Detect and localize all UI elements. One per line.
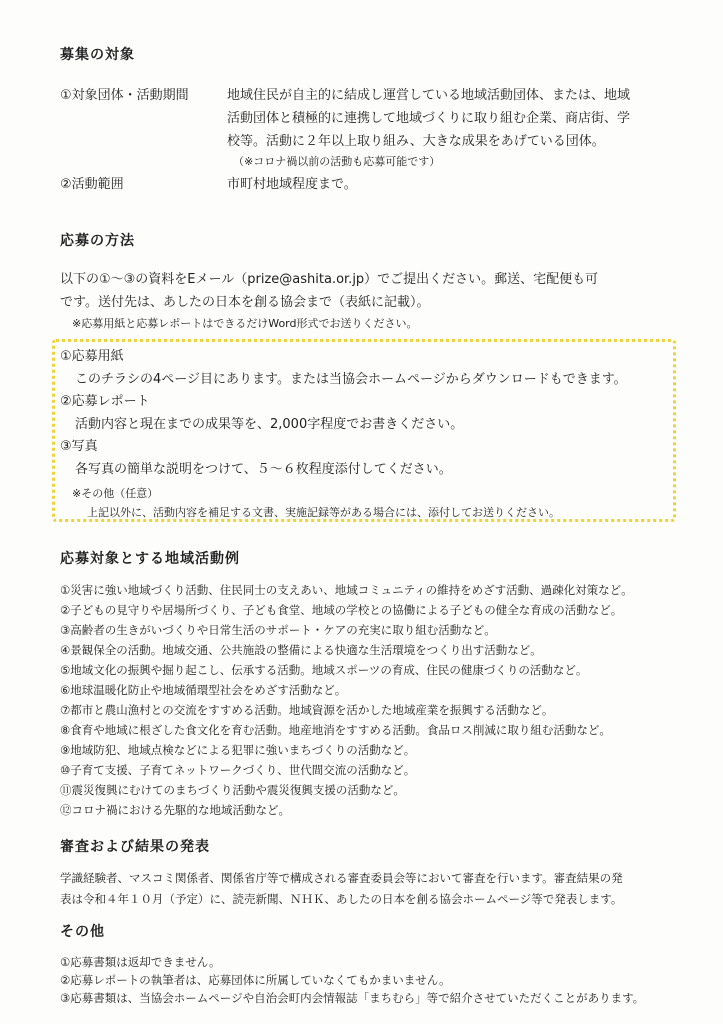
example-item: ③高齢者の生きがいづくりや日常生活のサポート・ケアの充実に取り組む活動など。 (60, 623, 496, 637)
recruit-item1-note: （※コロナ禍以前の活動も応募可能です） (233, 155, 441, 168)
doc-item-desc: 各写真の簡単な説明をつけて、５～６枚程度添付してください。 (75, 462, 452, 477)
recruit-item1-line: 校等。活動に２年以上取り組み、大きな成果をあげている団体。 (227, 134, 605, 149)
method-note: ※応募用紙と応募レポートはできるだけWord形式でお送りください。 (72, 317, 418, 330)
recruit-item1-line: 活動団体と積極的に連携して地域づくりに取り組む企業、商店街、学 (227, 111, 631, 126)
recruit-item2-text: 市町村地域程度まで。 (227, 177, 357, 192)
review-line: 表は令和４年１０月（予定）に、読売新聞、ＮＨＫ、あしたの日本を創る協会ホームページ等で発表します。 (60, 892, 623, 906)
recruit-item1-label: ①対象団体・活動期間 (60, 88, 189, 103)
section-heading-review: 審査および結果の発表 (60, 839, 210, 855)
example-item: ⑦都市と農山漁村との交流をすすめる活動。地域資源を活かした地域産業を振興する活動など。 (60, 703, 554, 717)
doc-item-desc: 活動内容と現在までの成果等を、2,000字程度でお書きください。 (75, 417, 464, 432)
example-item: ④景観保全の活動。地域交通、公共施設の整備による快適な生活環境をつくり出す活動など。 (60, 643, 542, 657)
doc-item-title: ②応募レポート (60, 394, 150, 409)
section-heading-recruit: 募集の対象 (60, 47, 135, 63)
section-heading-examples: 応募対象とする地域活動例 (60, 551, 240, 567)
doc-other-title: ※その他（任意） (72, 487, 159, 500)
doc-item-title: ①応募用紙 (60, 349, 124, 364)
recruit-item2-label: ②活動範囲 (60, 177, 124, 192)
example-item: ②子どもの見守りや居場所づくり、子ども食堂、地域の学校との協働による子どもの健全な育成の活動など。 (60, 603, 623, 617)
other-item: ①応募書類は返却できません。 (60, 955, 221, 969)
example-item: ⑨地域防犯、地域点検などによる犯罪に強いまちづくりの活動など。 (60, 743, 416, 757)
method-intro-line: です。送付先は、あしたの日本を創る協会まで（表紙に記載）。 (60, 295, 430, 310)
section-heading-other: その他 (60, 924, 105, 940)
example-item: ⑤地域文化の振興や掘り起こし、伝承する活動。地域スポーツの育成、住民の健康づくりの活動など。 (60, 663, 588, 677)
example-item: ①災害に強い地域づくり活動、住民同士の支えあい、地域コミュニティの維持をめざす活動、過疎化対策など。 (60, 583, 633, 597)
review-line: 学識経験者、マスコミ関係者、関係省庁等で構成される審査委員会等において審査を行います。審査結果の発 (60, 871, 623, 885)
other-item: ②応募レポートの執筆者は、応募団体に所属していなくてもかまいません。 (60, 973, 451, 987)
example-item: ⑧食育や地域に根ざした食文化を育む活動。地産地消をすすめる活動。食品ロス削減に取り組む活動など。 (60, 723, 611, 737)
example-item: ⑫コロナ禍における先駆的な地域活動など。 (60, 803, 290, 817)
doc-item-title: ③写真 (60, 439, 98, 454)
example-item: ⑪震災復興にむけてのまちづくり活動や震災復興支援の活動など。 (60, 783, 405, 797)
doc-other-desc: 上記以外に、活動内容を補足する文書、実施記録等がある場合には、添付してお送りください。 (87, 506, 560, 519)
section-heading-method: 応募の方法 (60, 233, 135, 249)
other-item: ③応募書類は、当協会ホームページや自治会町内会情報誌「まちむら」等で紹介させていただくことがあります。 (60, 991, 645, 1005)
recruit-item1-line: 地域住民が自主的に結成し運営している地域活動団体、または、地域 (227, 88, 631, 103)
method-intro-line: 以下の①～③の資料をEメール（prize@ashita.or.jp）でご提出ください。郵送、宅配便も可 (60, 272, 599, 287)
example-item: ⑥地球温暖化防止や地域循環型社会をめざす活動など。 (60, 683, 347, 697)
example-item: ⑩子育て支援、子育てネットワークづくり、世代間交流の活動など。 (60, 763, 416, 777)
doc-item-desc: このチラシの4ページ目にあります。または当協会ホームページからダウンロードもできます。 (75, 372, 627, 387)
